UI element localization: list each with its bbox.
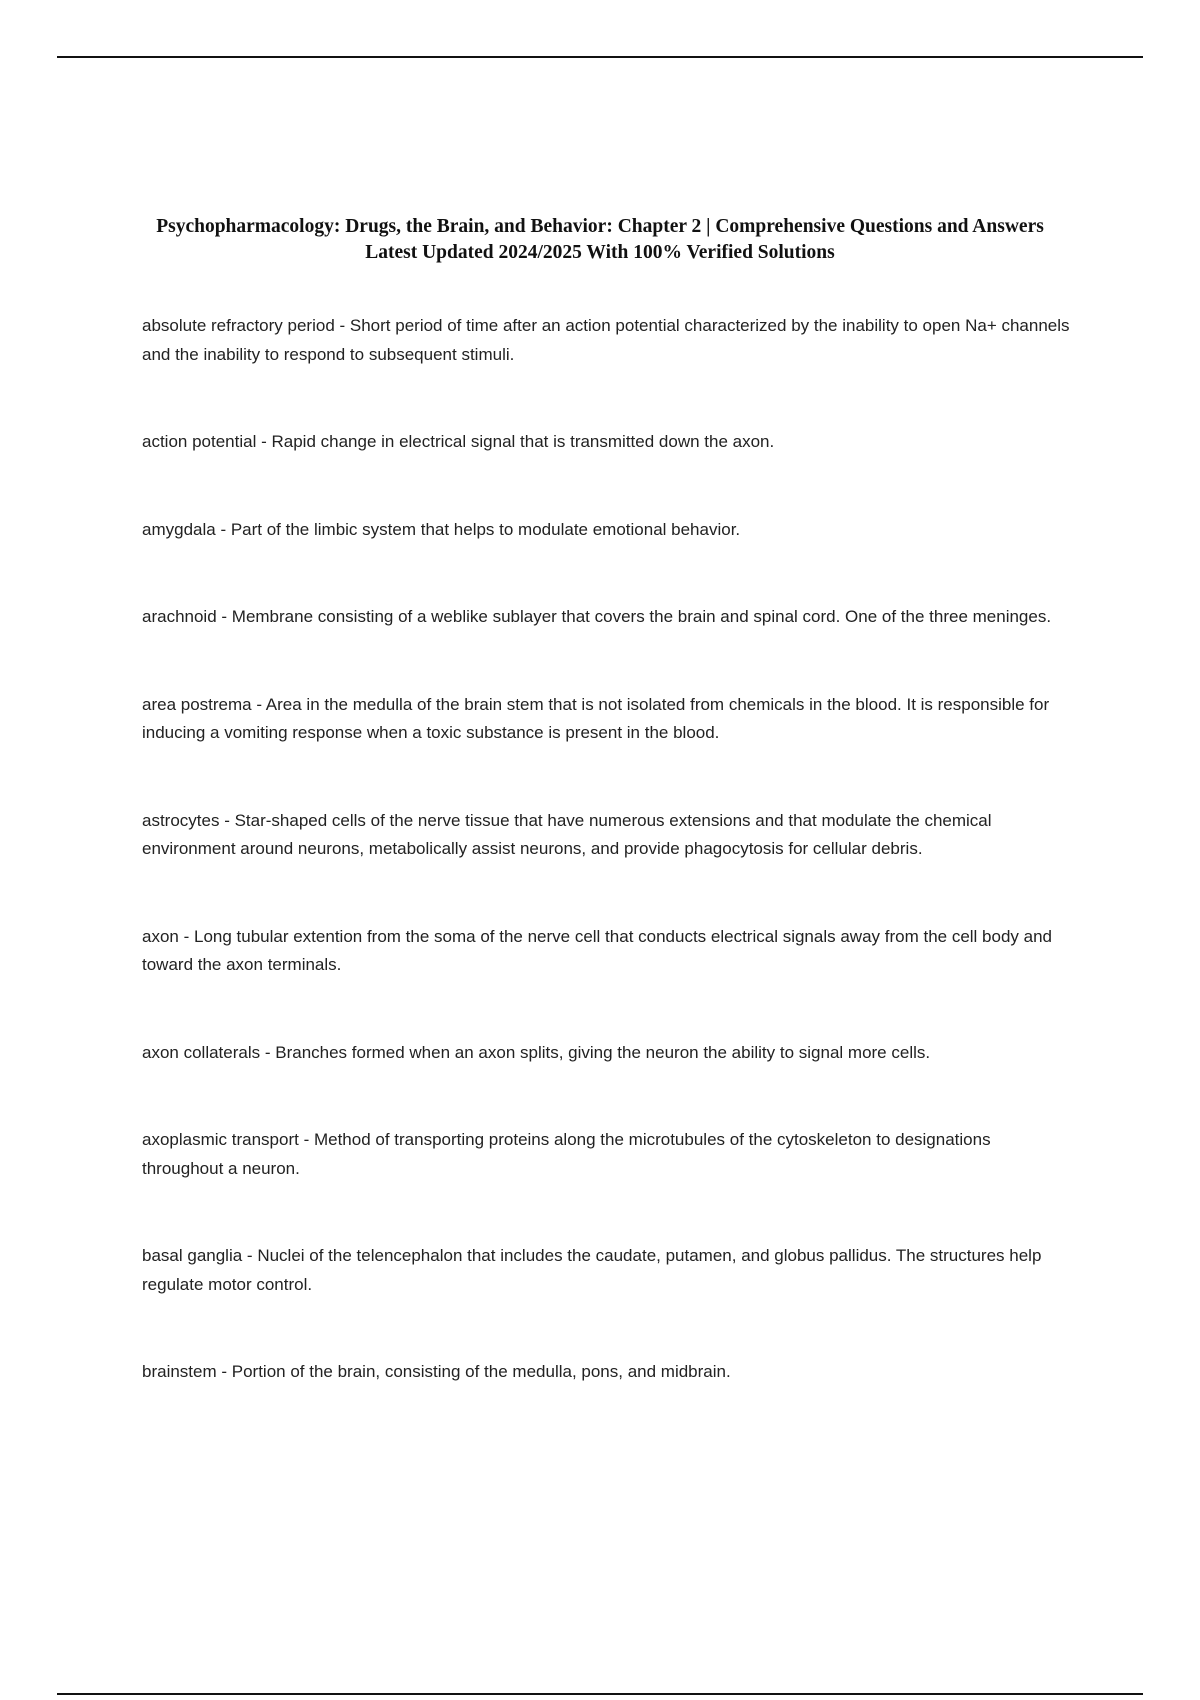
entry-separator bbox=[179, 927, 194, 946]
entry-definition: Short period of time after an action potential characterized by the inability to open Na+ channels and the inability to respond to subsequent stimuli. bbox=[142, 316, 1070, 364]
entry-term: action potential bbox=[142, 432, 257, 451]
entry-separator bbox=[260, 1043, 275, 1062]
entry-term: basal ganglia bbox=[142, 1246, 243, 1265]
entry-definition: Nuclei of the telencephalon that includes the caudate, putamen, and globus pallidus. The structures help regulate motor control. bbox=[142, 1246, 1042, 1294]
entry-definition: Area in the medulla of the brain stem that is not isolated from chemicals in the blood. It is responsible for inducing a vomiting response when a toxic substance is present in the blood. bbox=[142, 694, 1050, 742]
entry-separator bbox=[242, 1246, 257, 1265]
entry-separator bbox=[217, 607, 232, 626]
entry-definition: Portion of the brain, consisting of the medulla, pons, and midbrain. bbox=[231, 1362, 731, 1381]
entry-term: brainstem bbox=[142, 1362, 217, 1381]
glossary-list bbox=[142, 312, 1072, 1387]
bottom-rule bbox=[57, 1693, 1143, 1695]
glossary-entry bbox=[142, 428, 1072, 457]
entry-definition: Long tubular extention from the soma of the nerve cell that conducts electrical signals away from the cell body and toward the axon terminals. bbox=[142, 926, 1053, 974]
entry-definition: Membrane consisting of a weblike sublayer that covers the brain and spinal cord. One of the three meninges. bbox=[231, 607, 1052, 626]
entry-definition: Rapid change in electrical signal that is transmitted down the axon. bbox=[271, 432, 775, 451]
glossary-entry bbox=[142, 1039, 1072, 1068]
entry-separator bbox=[216, 520, 231, 539]
entry-separator bbox=[252, 695, 266, 714]
entry-term: axon bbox=[142, 926, 179, 946]
glossary-entry bbox=[142, 1126, 1072, 1183]
entry-separator bbox=[256, 432, 271, 451]
document-title: Psychopharmacology: Drugs, the Brain, and Behavior: Chapter 2 | Comprehensive Questions and Answers Latest Updated 2024/2025 With 100% Verified Solutions bbox=[156, 216, 1044, 263]
entry-definition: Part of the limbic system that helps to modulate emotional behavior. bbox=[230, 519, 741, 539]
entry-term: arachnoid bbox=[142, 607, 217, 626]
glossary-entry bbox=[142, 1358, 1072, 1387]
glossary-entry bbox=[142, 603, 1072, 632]
entry-term: amygdala bbox=[142, 519, 216, 539]
entry-term: absolute refractory period bbox=[142, 316, 335, 335]
glossary-entry bbox=[142, 1242, 1072, 1299]
glossary-entry bbox=[142, 691, 1072, 748]
entry-term: axoplasmic transport bbox=[142, 1130, 299, 1149]
entry-definition: Star-shaped cells of the nerve tissue that have numerous extensions and that modulate the chemical environment around neurons, metabolically assist neurons, and provide phagocytosis for cellular debris. bbox=[142, 810, 992, 858]
glossary-entry bbox=[142, 807, 1072, 864]
entry-definition: Method of transporting proteins along the microtubules of the cytoskeleton to designations throughout a neuron. bbox=[142, 1130, 991, 1178]
entry-term: axon collaterals bbox=[142, 1042, 261, 1062]
entry-separator bbox=[335, 316, 350, 335]
entry-term: area postrema bbox=[142, 694, 252, 714]
entry-separator bbox=[217, 1362, 232, 1381]
entry-term: astrocytes bbox=[142, 810, 220, 830]
entry-definition: Branches formed when an axon splits, giving the neuron the ability to signal more cells. bbox=[275, 1042, 931, 1062]
top-rule bbox=[57, 56, 1143, 58]
glossary-entry bbox=[142, 312, 1072, 369]
entry-separator bbox=[299, 1130, 314, 1149]
glossary-entry bbox=[142, 923, 1072, 980]
entry-separator bbox=[219, 811, 234, 830]
glossary-entry bbox=[142, 516, 1072, 545]
